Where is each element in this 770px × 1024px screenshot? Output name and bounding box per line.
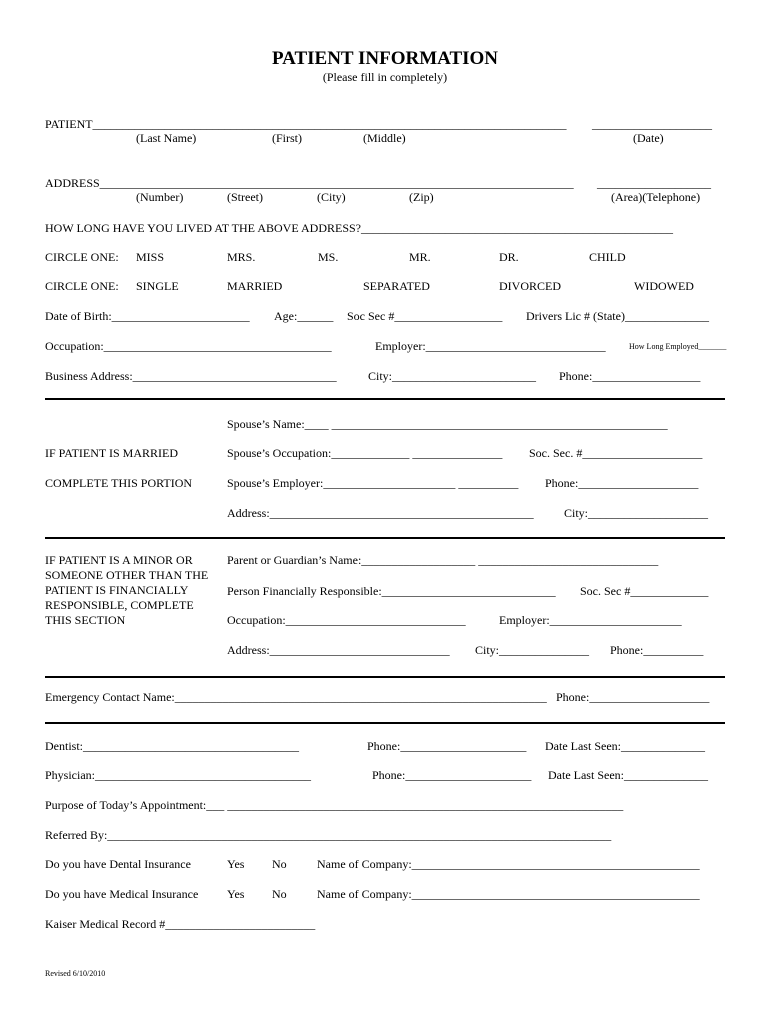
title-option-miss[interactable]: MISS <box>136 250 165 264</box>
last-name-caption: (Last Name) <box>136 131 197 145</box>
medical-insurance-no[interactable]: No <box>272 887 287 901</box>
business-city-field[interactable]: City:________________________ <box>368 369 537 383</box>
soc-sec-field[interactable]: Soc Sec #__________________ <box>347 309 503 323</box>
guardian-phone-field[interactable]: Phone:__________ <box>610 643 704 657</box>
patient-name-field[interactable]: PATIENT_______________________________________________________________________________ <box>45 117 567 131</box>
title-option-dr[interactable]: DR. <box>499 250 519 264</box>
guardian-address-field[interactable]: Address:______________________________ <box>227 643 450 657</box>
page-subtitle: (Please fill in completely) <box>322 70 448 84</box>
first-name-caption: (First) <box>272 131 302 145</box>
date-of-birth-field[interactable]: Date of Birth:_______________________ <box>45 309 250 323</box>
guardian-city-field[interactable]: City:_______________ <box>475 643 590 657</box>
section-divider <box>45 722 725 724</box>
employer-field[interactable]: Employer:______________________________ <box>375 339 606 353</box>
medical-insurance-company-field[interactable]: Name of Company:________________________________________________ <box>317 887 700 901</box>
drivers-license-field[interactable]: Drivers Lic # (State)______________ <box>526 309 709 323</box>
title-circle-label: CIRCLE ONE: <box>45 250 119 264</box>
number-caption: (Number) <box>136 190 184 204</box>
referred-by-field[interactable]: Referred By:____________________________________________________________________________________ <box>45 828 612 842</box>
guardian-employer-field[interactable]: Employer:______________________ <box>499 613 682 627</box>
marital-option-single[interactable]: SINGLE <box>136 279 179 293</box>
business-address-field[interactable]: Business Address:__________________________________ <box>45 369 337 383</box>
guardian-ssn-field[interactable]: Soc. Sec #_____________ <box>580 584 709 598</box>
marital-option-widowed[interactable]: WIDOWED <box>634 279 694 293</box>
marital-option-married[interactable]: MARRIED <box>227 279 283 293</box>
dental-insurance-no[interactable]: No <box>272 857 287 871</box>
guardian-section-note-line5: THIS SECTION <box>45 613 126 627</box>
physician-last-seen-field[interactable]: Date Last Seen:______________ <box>548 768 708 782</box>
street-caption: (Street) <box>227 190 263 204</box>
dental-insurance-question: Do you have Dental Insurance <box>45 857 191 871</box>
section-divider <box>45 537 725 539</box>
zip-caption: (Zip) <box>409 190 434 204</box>
address-field[interactable]: ADDRESS_______________________________________________________________________________ <box>45 176 574 190</box>
spouse-ssn-field[interactable]: Soc. Sec. #____________________ <box>529 446 703 460</box>
emergency-phone-field[interactable]: Phone:____________________ <box>556 690 710 704</box>
medical-insurance-yes[interactable]: Yes <box>227 887 245 901</box>
dentist-last-seen-field[interactable]: Date Last Seen:______________ <box>545 739 705 753</box>
physician-phone-field[interactable]: Phone:_____________________ <box>372 768 532 782</box>
business-phone-field[interactable]: Phone:__________________ <box>559 369 701 383</box>
dentist-phone-field[interactable]: Phone:_____________________ <box>367 739 527 753</box>
telephone-field[interactable]: ___________________ <box>597 176 711 190</box>
emergency-contact-field[interactable]: Emergency Contact Name:______________________________________________________________ <box>45 690 547 704</box>
financially-responsible-field[interactable]: Person Financially Responsible:_____________________________ <box>227 584 556 598</box>
kaiser-record-field[interactable]: Kaiser Medical Record #_________________________ <box>45 917 316 931</box>
occupation-field[interactable]: Occupation:______________________________________ <box>45 339 332 353</box>
marital-option-separated[interactable]: SEPARATED <box>363 279 430 293</box>
title-option-mrs[interactable]: MRS. <box>227 250 256 264</box>
spouse-employer-field[interactable]: Spouse’s Employer:______________________ __________ <box>227 476 519 490</box>
title-option-ms[interactable]: MS. <box>318 250 339 264</box>
age-field[interactable]: Age:______ <box>274 309 334 323</box>
spouse-address-field[interactable]: Address:____________________________________________ <box>227 506 534 520</box>
guardian-name-field[interactable]: Parent or Guardian’s Name:___________________ ______________________________ <box>227 553 659 567</box>
city-caption: (City) <box>317 190 346 204</box>
how-long-at-address-field[interactable]: HOW LONG HAVE YOU LIVED AT THE ABOVE ADDRESS?____________________________________________________ <box>45 221 674 235</box>
middle-name-caption: (Middle) <box>363 131 406 145</box>
spouse-occupation-field[interactable]: Spouse’s Occupation:_____________ _______________ <box>227 446 503 460</box>
marital-circle-label: CIRCLE ONE: <box>45 279 119 293</box>
spouse-phone-field[interactable]: Phone:____________________ <box>545 476 699 490</box>
spouse-section-note-line1: IF PATIENT IS MARRIED <box>45 446 179 460</box>
guardian-section-note-line4: RESPONSIBLE, COMPLETE <box>45 598 194 612</box>
marital-option-divorced[interactable]: DIVORCED <box>499 279 561 293</box>
page-title: PATIENT INFORMATION <box>271 48 499 69</box>
section-divider <box>45 398 725 400</box>
revision-note: Revised 6/10/2010 <box>45 969 106 978</box>
title-option-mr[interactable]: MR. <box>409 250 431 264</box>
medical-insurance-question: Do you have Medical Insurance <box>45 887 199 901</box>
appointment-purpose-field[interactable]: Purpose of Today’s Appointment:___ __________________________________________________________________ <box>45 798 624 812</box>
patient-date-field[interactable]: ____________________ <box>592 117 712 131</box>
guardian-section-note-line3: PATIENT IS FINANCIALLY <box>45 583 189 597</box>
spouse-city-field[interactable]: City:____________________ <box>564 506 709 520</box>
spouse-name-field[interactable]: Spouse’s Name:____ ________________________________________________________ <box>227 417 668 431</box>
spouse-section-note-line2: COMPLETE THIS PORTION <box>45 476 193 490</box>
dental-insurance-company-field[interactable]: Name of Company:________________________________________________ <box>317 857 700 871</box>
area-telephone-caption: (Area)(Telephone) <box>611 190 701 204</box>
dentist-field[interactable]: Dentist:____________________________________ <box>45 739 299 753</box>
title-option-child[interactable]: CHILD <box>589 250 626 264</box>
guardian-section-note-line1: IF PATIENT IS A MINOR OR <box>45 553 193 567</box>
section-divider <box>45 676 725 678</box>
dental-insurance-yes[interactable]: Yes <box>227 857 245 871</box>
guardian-occupation-field[interactable]: Occupation:______________________________ <box>227 613 466 627</box>
date-caption: (Date) <box>633 131 664 145</box>
how-long-employed-field[interactable]: How Long Employed_______ <box>629 342 727 351</box>
physician-field[interactable]: Physician:____________________________________ <box>45 768 311 782</box>
guardian-section-note-line2: SOMEONE OTHER THAN THE <box>45 568 209 582</box>
